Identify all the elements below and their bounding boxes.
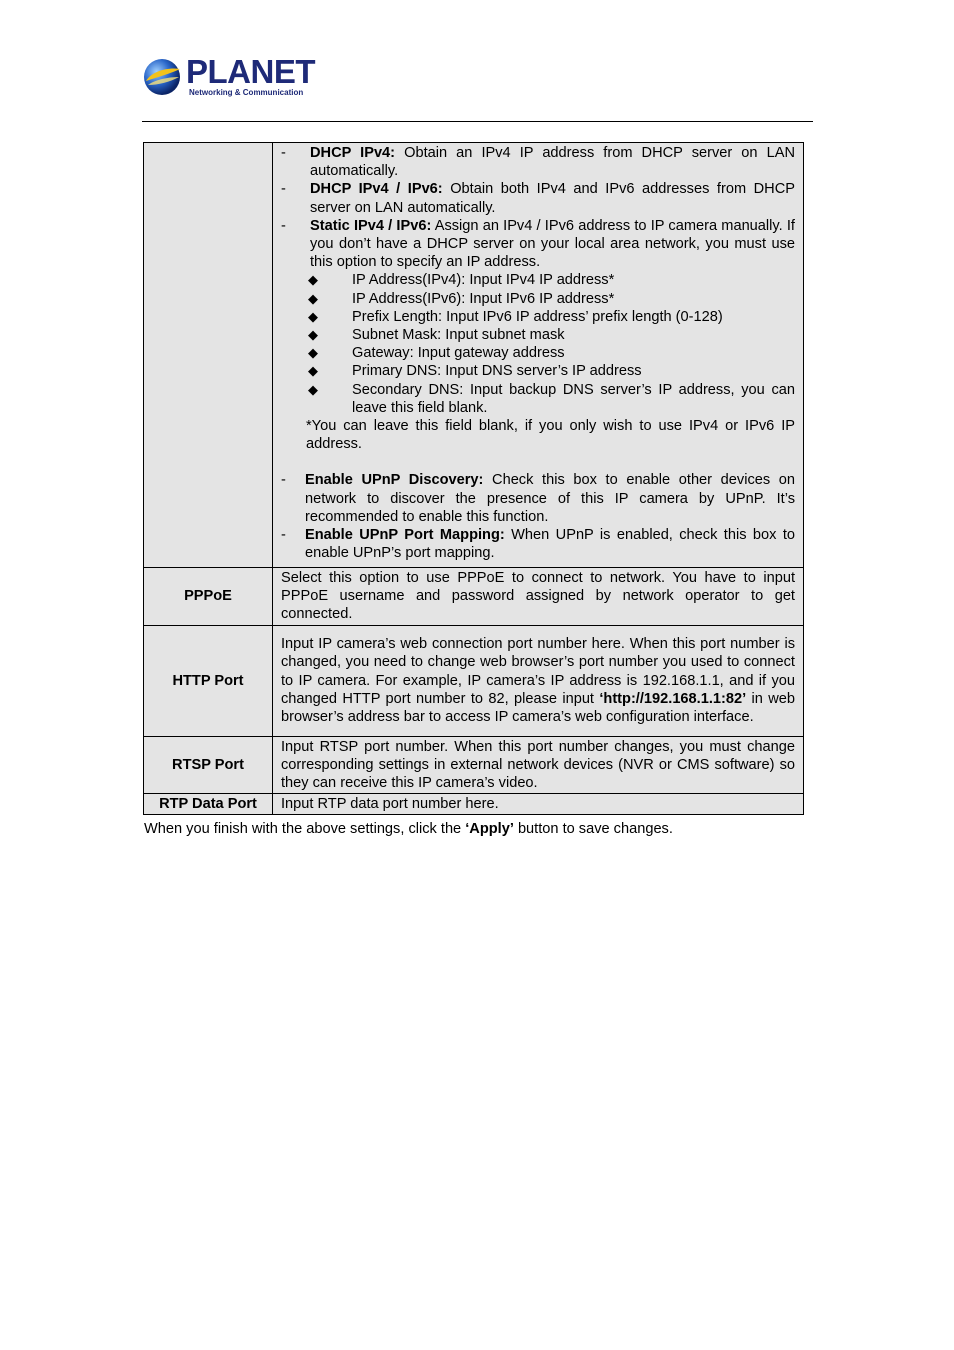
rtp-data-port-label: RTP Data Port bbox=[144, 794, 273, 815]
diamond-bullet-icon: ◆ bbox=[308, 363, 318, 379]
dhcp-ipv4-term: DHCP IPv4: bbox=[310, 145, 396, 161]
list-item: - DHCP IPv4: Obtain an IPv4 IP address from DHCP server on LAN automatically. bbox=[281, 145, 795, 180]
list-item: - Enable UPnP Port Mapping: When UPnP is enabled, check this box to enable UPnP’s port mapping. bbox=[281, 527, 795, 562]
diamond-bullet-icon: ◆ bbox=[308, 272, 318, 288]
static-term: Static IPv4 / IPv6: bbox=[310, 217, 432, 234]
ip-note: *You can leave this field blank, if you only wish to use IPv4 or IPv6 IP address. bbox=[306, 418, 795, 453]
list-item: ◆ Prefix Length: Input IPv6 IP address’ prefix length (0-128) bbox=[308, 308, 723, 325]
table-row bbox=[144, 625, 804, 736]
rtsp-port-description: Input RTSP port number. When this port number changes, you must change corresponding settings in external network devices (NVR or CMS software) so they can receive this IP camera’s video. bbox=[273, 736, 804, 794]
pppoe-label: PPPoE bbox=[144, 568, 273, 626]
list-item: ◆ Secondary DNS: Input backup DNS server’s IP address, you can leave this field blank. bbox=[308, 381, 795, 416]
brand-name: PLANET bbox=[186, 53, 315, 90]
globe-icon bbox=[142, 57, 182, 97]
dhcp-dual-text: Obtain both IPv4 and IPv6 addresses from DHCP server on LAN automatically. bbox=[310, 181, 795, 216]
rtsp-port-label: RTSP Port bbox=[144, 736, 273, 794]
list-item: - DHCP IPv4 / IPv6: Obtain both IPv4 and IPv6 addresses from DHCP server on LAN automatically. bbox=[281, 181, 795, 216]
footer-instruction: When you finish with the above settings, click the ‘Apply’ button to save changes. bbox=[144, 821, 673, 837]
upnp-mapping-term: Enable UPnP Port Mapping: bbox=[305, 527, 505, 544]
empty-label-cell bbox=[144, 143, 273, 568]
list-item: ◆ IP Address(IPv6): Input IPv6 IP address* bbox=[308, 290, 615, 307]
list-item: - Enable UPnP Discovery: Check this box to enable other devices on network to discover the presence of this IP camera by UPnP. It’s recommended to enable this function. bbox=[281, 472, 796, 525]
http-port-description: Input IP camera’s web connection port number here. When this port number is changed, you need to change web browser’s port number you used to connect to IP camera. For example, IP camera’s IP address is 192.168.1.1, and if you changed HTTP port number to 82, please input ‘http://192.168.1.1:82’ in web browser’s address bar to access IP camera’s web configuration interface. bbox=[273, 625, 804, 736]
list-item: ◆ Primary DNS: Input DNS server’s IP address bbox=[308, 363, 642, 380]
dhcp-dual-term: DHCP IPv4 / IPv6: bbox=[310, 181, 443, 198]
upnp-discovery-term: Enable UPnP Discovery: bbox=[305, 472, 484, 489]
example-url: ‘http://192.168.1.1:82’ bbox=[599, 690, 747, 707]
table-row bbox=[144, 794, 804, 815]
apply-button-reference: ‘Apply’ bbox=[465, 821, 514, 837]
upnp-mapping-text: When UPnP is enabled, check this box to enable UPnP’s port mapping. bbox=[305, 527, 795, 562]
table-row bbox=[144, 736, 804, 794]
upnp-discovery-text: Check this box to enable other devices on network to discover the presence of this IP camera by UPnP. It’s recommended to enable this function. bbox=[305, 472, 796, 525]
http-port-label: HTTP Port bbox=[144, 625, 273, 736]
rtp-data-port-description: Input RTP data port number here. bbox=[273, 794, 804, 815]
list-item: ◆ IP Address(IPv4): Input IPv4 IP address* bbox=[308, 272, 615, 289]
table-row bbox=[144, 568, 804, 626]
ip-mode-description bbox=[273, 143, 804, 568]
static-text: Assign an IPv4 / IPv6 address to IP camera manually. If you don’t have a DHCP server on your local area network, you must use this option to specify an IP address. bbox=[310, 217, 795, 271]
network-settings-table bbox=[143, 142, 804, 815]
diamond-bullet-icon: ◆ bbox=[308, 381, 318, 397]
dhcp-ipv4-text: Obtain an IPv4 IP address from DHCP server on LAN automatically. bbox=[310, 145, 795, 180]
list-item: ◆ Subnet Mask: Input subnet mask bbox=[308, 327, 565, 344]
diamond-bullet-icon: ◆ bbox=[308, 345, 318, 361]
planet-logo bbox=[142, 53, 315, 100]
header-rule bbox=[142, 121, 813, 122]
brand-tagline: Networking & Communication bbox=[189, 88, 304, 97]
table-row bbox=[144, 143, 804, 568]
diamond-bullet-icon: ◆ bbox=[308, 290, 318, 306]
pppoe-description: Select this option to use PPPoE to connect to network. You have to input PPPoE username and password assigned by network operator to get connected. bbox=[273, 568, 804, 626]
diamond-bullet-icon: ◆ bbox=[308, 327, 318, 343]
list-item: ◆ Gateway: Input gateway address bbox=[308, 345, 565, 362]
diamond-bullet-icon: ◆ bbox=[308, 308, 318, 324]
list-item: - Static IPv4 / IPv6: Assign an IPv4 / IPv6 address to IP camera manually. If you don’t have a DHCP server on your local area network, you must use this option to specify an IP address. bbox=[281, 217, 795, 271]
